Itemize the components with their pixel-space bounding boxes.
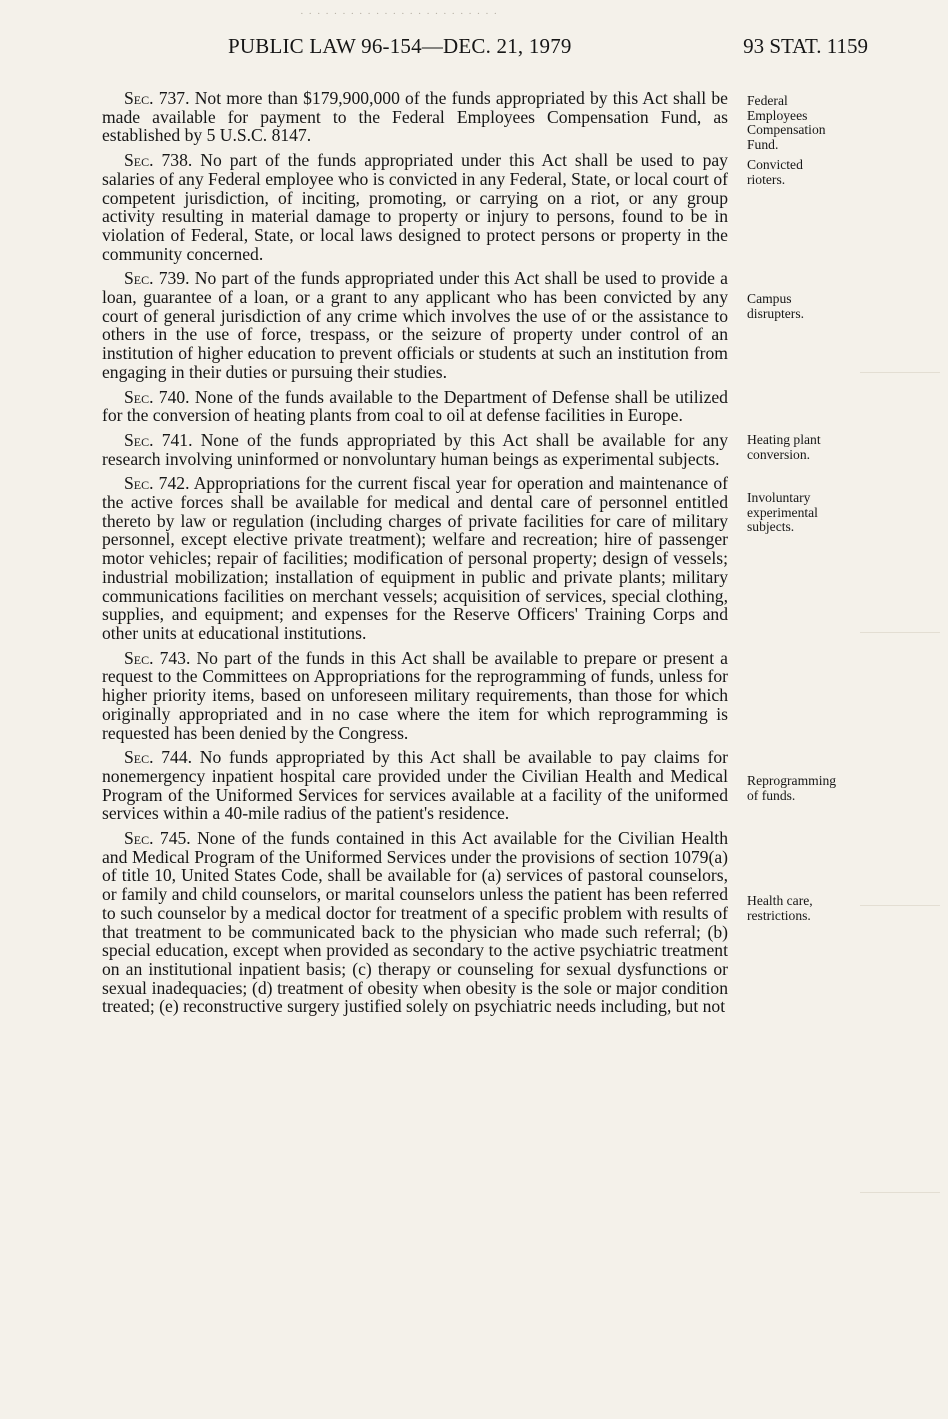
bleed-through-mark	[860, 905, 940, 906]
page-header	[100, 34, 868, 64]
section-text: No part of the funds in this Act shall be available to prepare or present a request to the Committees on Appropriations for the reprogramming of funds, unless for higher priority items, based on unforeseen military requirements, than those for which originally appropriated and in no case where the item for which reprogramming is requested has been denied by the Congress.	[102, 647, 728, 743]
sidenote-line: Involuntary	[747, 490, 811, 505]
bleed-through-mark	[860, 632, 940, 633]
page-top-scan-mark: · · · · · · · · · · · · · · · · · · · · · · · ·	[300, 8, 499, 20]
sidenote-line: experimental	[747, 504, 818, 520]
section-743	[102, 649, 728, 743]
section-label: Sec. 742.	[124, 473, 190, 494]
sidenote-line: Heating plant	[747, 432, 821, 447]
section-text: None of the funds appropriated by this Act shall be available for any research involving uninformed or nonvoluntary human beings as experimental subjects.	[102, 429, 728, 469]
section-739	[102, 269, 728, 381]
section-744	[102, 748, 728, 823]
section-737	[102, 89, 728, 145]
sidenote-line: Federal	[747, 93, 788, 108]
sidenote-involuntary-experimental-subjects	[747, 491, 927, 535]
bleed-through-mark	[860, 372, 940, 373]
section-741	[102, 431, 728, 468]
body-text	[102, 89, 728, 1022]
sidenote-convicted-rioters	[747, 158, 927, 187]
bleed-through-mark	[860, 1192, 940, 1193]
section-text: None of the funds contained in this Act available for the Civilian Health and Medical Program of the Uniformed Services under the provisions of section 1079(a) of title 10, United States Code, shall be available for (a) services of pastoral counselors, or family and child counselors, or marital counselors unless the patient has been referred to such counselor by a medical doctor for treatment of a specific problem with results of that treatment to be communicated back to the physician who made such referral; (b) special education, except when provided as secondary to the active psychiatric treatment on an institutional inpatient basis; (c) therapy or counseling for sexual dysfunctions or sexual inadequacies; (d) treatment of obesity when obesity is the sole or major condition treated; (e) reconstructive surgery justified solely on psychiatric needs including, but not	[102, 828, 728, 1017]
section-label: Sec. 745.	[124, 828, 191, 849]
header-page-ref: 93 STAT. 1159	[743, 34, 868, 58]
section-text: No part of the funds appropriated under this Act shall be used to provide a loan, guarantee of a loan, or a grant to any applicant who has been convicted by any court of general jurisdiction of any crime which involves the use of or the assistance to others in the use of force, trespass, or the seizure of property under control of an institution of higher education to prevent officials or students at such an institution from engaging in their duties or pursuing their studies.	[102, 268, 728, 382]
sidenote-federal-employees-compensation-fund	[747, 94, 927, 152]
sidenote-campus-disrupters	[747, 292, 927, 321]
sidenote-line: Health care,	[747, 893, 813, 908]
section-text: No funds appropriated by this Act shall be available to pay claims for nonemergency inpatient hospital care provided under the Civilian Health and Medical Program of the Uniformed Services for services available at a facility of the uniformed services within a 40-mile radius of the patient's residence.	[102, 747, 728, 824]
section-text: Not more than $179,900,000 of the funds appropriated by this Act shall be made available for payment to the Federal Employees Compensation Fund, as established by 5 U.S.C. 8147.	[102, 88, 728, 146]
section-text: None of the funds available to the Department of Defense shall be utilized for the conversion of heating plants from coal to oil at defense facilities in Europe.	[102, 386, 728, 426]
sidenote-line: Compensation	[747, 122, 826, 137]
section-label: Sec. 744.	[124, 747, 193, 768]
section-740	[102, 388, 728, 425]
sidenote-reprogramming-of-funds	[747, 774, 927, 803]
section-742	[102, 474, 728, 642]
section-label: Sec. 740.	[124, 386, 190, 407]
sidenote-line: disrupters.	[747, 305, 805, 321]
section-745	[102, 829, 728, 1016]
section-text: No part of the funds appropriated under this Act shall be used to pay salaries of any Federal employee who is convicted in any Federal, State, or local court of competent jurisdiction, of inciting, promoting, or carrying on a riot, or any group activity resulting in material damage to property or injury to persons, found to be in violation of Federal, State, or local laws designed to protect persons or property in the community concerned.	[102, 150, 728, 264]
sidenote-heating-plant-conversion	[747, 433, 927, 462]
section-text: Appropriations for the current fiscal year for operation and maintenance of the active forces shall be available for medical and dental care of personnel entitled thereto by law or regulation (including charges of private facilities for care of military personnel, except elective private treatment); welfare and recreation; hire of passenger motor vehicles; repair of facilities; modification of personal property; design of vessels; industrial mobilization; installation of equipment in public and private plants; military communications facilities on merchant vessels; acquisition of services, special clothing, supplies, and equipment; and expenses for the Reserve Officers' Training Corps and other units at educational institutions.	[102, 473, 728, 643]
sidenote-line: rioters.	[747, 171, 786, 187]
section-label: Sec. 741.	[124, 429, 193, 450]
section-label: Sec. 737.	[124, 88, 190, 108]
sidenote-line: Campus	[747, 291, 792, 306]
section-label: Sec. 739.	[124, 268, 190, 289]
sidenote-line: of funds.	[747, 787, 796, 803]
sidenote-line: Employees	[747, 107, 808, 123]
section-738	[102, 151, 728, 263]
header-title: PUBLIC LAW 96-154—DEC. 21, 1979	[228, 34, 572, 58]
section-label: Sec. 738.	[124, 150, 193, 171]
sidenote-health-care-restrictions	[747, 894, 927, 923]
sidenote-line: Reprogramming	[747, 773, 837, 788]
sidenote-line: restrictions.	[747, 907, 811, 923]
section-label: Sec. 743.	[124, 647, 191, 668]
sidenote-line: Convicted	[747, 157, 803, 172]
sidenote-line: subjects.	[747, 519, 795, 534]
sidenote-line: Fund.	[747, 136, 779, 152]
sidenote-line: conversion.	[747, 446, 811, 462]
